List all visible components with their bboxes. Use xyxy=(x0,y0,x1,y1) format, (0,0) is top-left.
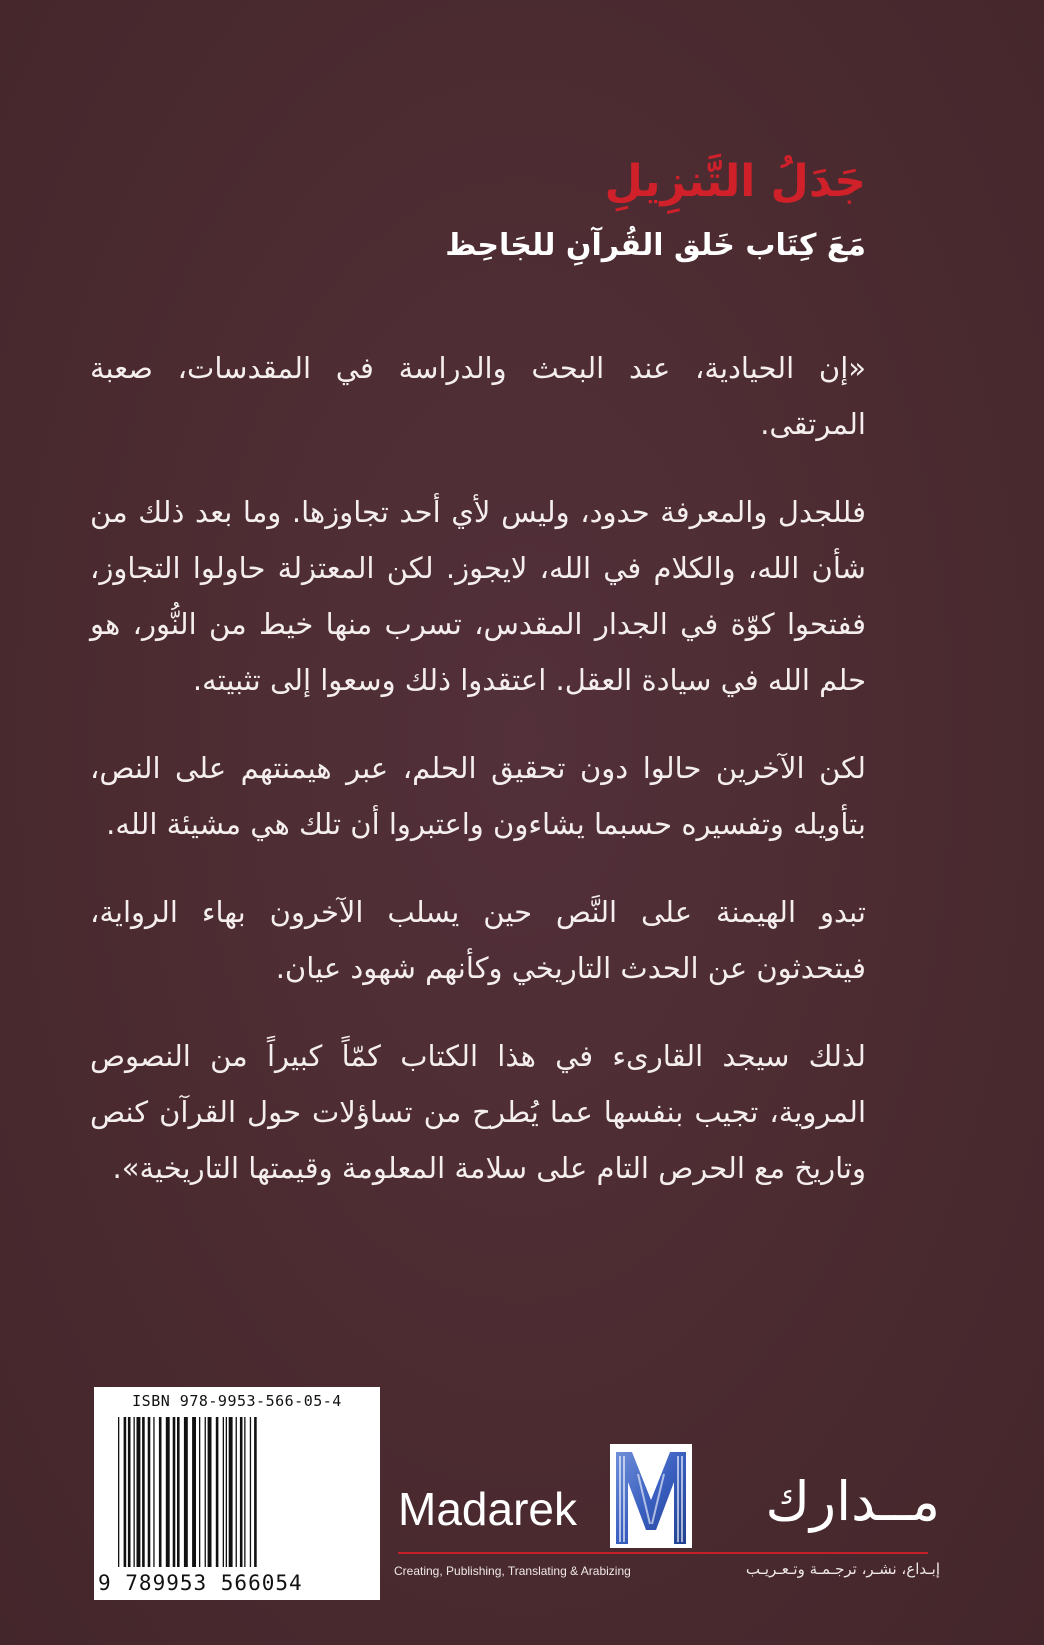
publisher-logo xyxy=(390,1440,950,1590)
blurb-text xyxy=(90,340,866,1228)
publisher-name-latin: Madarek xyxy=(398,1483,577,1535)
logo-divider xyxy=(398,1552,928,1554)
publisher-name-arabic: مــدارك xyxy=(765,1470,940,1533)
blurb-paragraph-5: لذلك سيجد القارىء في هذا الكتاب كمّاً كبيراً من النصوص المروية، تجيب بنفسها عما يُطرح من تساؤلات حول القرآن كنص وتاريخ مع الحرص التام على سلامة المعلومة وقيمتها التاريخية». xyxy=(90,1039,866,1185)
barcode-bars-icon xyxy=(116,1417,366,1567)
blurb-paragraph-4: تبدو الهيمنة على النَّص حين يسلب الآخرون بهاء الرواية، فيتحدثون عن الحدث التاريخي وكأنهم شهود عيان. xyxy=(90,895,866,985)
publisher-tagline-en: Creating, Publishing, Translating & Arabizing xyxy=(394,1564,631,1578)
book-title: جَدَلُ التَّنزِيلِ xyxy=(604,156,866,207)
madarek-m-logo-icon xyxy=(608,1440,694,1562)
barcode-digits: 9 789953 566054 xyxy=(98,1571,303,1595)
blurb-paragraph-2: فللجدل والمعرفة حدود، وليس لأي أحد تجاوزها. وما بعد ذلك من شأن الله، والكلام في الله، لايجوز. لكن المعتزلة حاولوا التجاوز، ففتحوا كوّة في الجدار المقدس، تسرب منها خيط من النُّور، هو حلم الله في سيادة العقل. اعتقدوا ذلك وسعوا إلى تثبيته. xyxy=(90,495,866,697)
book-subtitle: مَعَ كِتَاب خَلق القُرآنِ للجَاحِظ xyxy=(445,228,866,263)
blurb-paragraph-1: «إن الحيادية، عند البحث والدراسة في المقدسات، صعبة المرتقى. xyxy=(90,351,866,441)
publisher-tagline-ar: إبـداع، نشـر، ترجـمـة وتـعـريـب xyxy=(745,1560,940,1578)
isbn-barcode xyxy=(94,1387,380,1600)
blurb-paragraph-3: لكن الآخرين حالوا دون تحقيق الحلم، عبر هيمنتهم على النص، بتأويله وتفسيره حسبما يشاءون واعتبروا أن تلك هي مشيئة الله. xyxy=(90,751,866,841)
isbn-label: ISBN 978-9953-566-05-4 xyxy=(132,1392,342,1410)
